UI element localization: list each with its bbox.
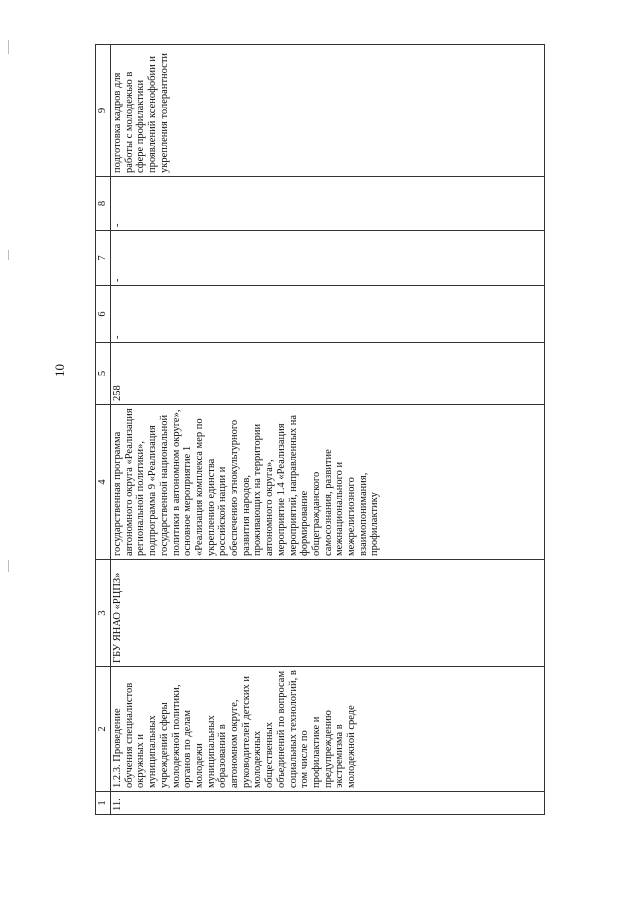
scan-mark [8, 250, 9, 260]
scan-mark [8, 560, 9, 572]
executor-cell: ГБУ ЯНАО «РЦПЗ» [111, 560, 545, 667]
column-number: 7 [96, 231, 111, 286]
column-number: 6 [96, 286, 111, 343]
page-number: 10 [52, 364, 67, 377]
column-number: 1 [96, 792, 111, 815]
value-cell: - [111, 286, 545, 343]
program-cell: государственная программа автономного округа «Реализация региональной политики», подпрограмма 9 «Реализация государственной национальной политики в автономном округе», основное мероприятие 1 «Реализация комплекса мер по укреплению единства российской нации и обеспечению этнокультурного развития народов, проживающих на территории автономного округа», мероприятие 1.4 «Реализация мероприятий, направленных на формирование общегражданского самосознания, развитие межнационального и межрелигиозного взаимопонимания, профилактику [111, 405, 545, 560]
row-number: 11. [111, 792, 545, 815]
scan-mark [8, 40, 9, 54]
column-number: 2 [96, 667, 111, 792]
column-number: 9 [96, 45, 111, 177]
column-number: 3 [96, 560, 111, 667]
result-cell: подготовка кадров для работы с молодежью в сфере профилактики проявлений ксенофобии и укрепления толерантности [111, 45, 545, 177]
column-number-row [96, 45, 111, 815]
activity-cell: 1.2.3. Проведение обучения специалистов окружных и муниципальных учреждений сферы молодежной политики, органов по делам молодежи муниципальных образований в автономном округе, руководителей детских и молодежных общественных объединений по вопросам социальных технологий, в том числе по профилактике и предупреждению экстремизма в молодежной среде [111, 667, 545, 792]
rotated-table-sheet [95, 45, 545, 815]
program-table [95, 44, 545, 815]
table-row [111, 45, 545, 815]
amount-cell: 258 [111, 343, 545, 405]
value-cell: - [111, 177, 545, 231]
column-number: 5 [96, 343, 111, 405]
value-cell: - [111, 231, 545, 286]
column-number: 8 [96, 177, 111, 231]
column-number: 4 [96, 405, 111, 560]
